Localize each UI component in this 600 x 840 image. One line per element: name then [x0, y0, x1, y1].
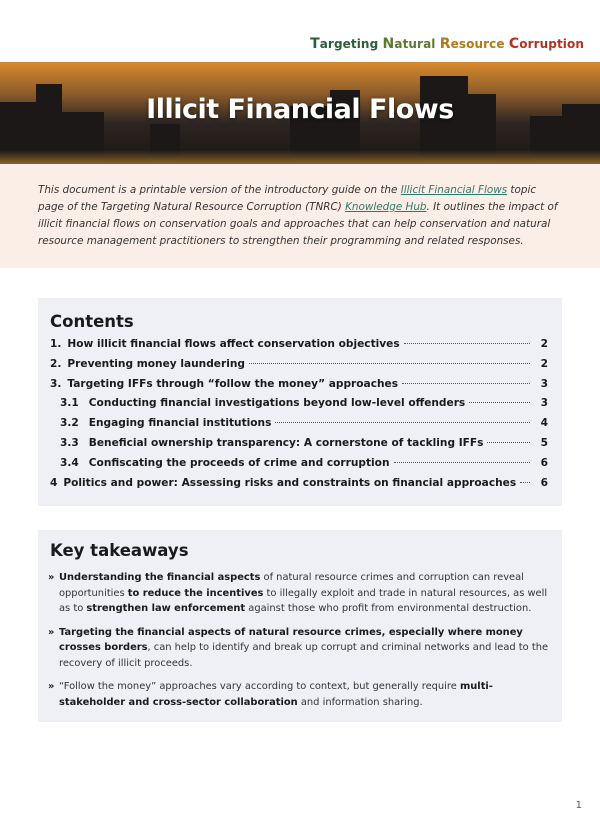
intro-section [0, 164, 600, 268]
takeaway-item: » Understanding the financial aspects of natural resource crimes and corruption can reveal opportunities to reduce the incentives to illegally exploit and trade in natural resources, as well as to strengthen law enforcement against those who profit from environmental destruction. [48, 572, 548, 614]
bullet-marker: » [48, 572, 55, 583]
toc-entry[interactable]: 4 Politics and power: Assessing risks and constraints on financial approaches 6 [50, 476, 548, 489]
table-of-contents [50, 338, 548, 496]
key-takeaways-panel [38, 530, 562, 722]
page-title: Illicit Financial Flows [146, 94, 454, 125]
hero-banner [0, 62, 600, 164]
intro-text: This document is a printable version of the introductory guide on the Illicit Financial Flows topic page of the Targeting Natural Resource Corruption (TNRC) Knowledge Hub. It outlines the impact of illicit financial flows on conservation goals and approaches that can help conservation and natural resource management practitioners to strengthen their programming and related responses. [38, 184, 558, 247]
takeaway-item: » Targeting the financial aspects of natural resource crimes, especially where money crosses borders, can help to identify and break up corrupt and criminal networks and lead to the recovery of illicit proceeds. [48, 626, 549, 669]
toc-entry[interactable]: 2. Preventing money laundering 2 [50, 357, 548, 370]
toc-entry[interactable]: 3. Targeting IFFs through “follow the money” approaches 3 [50, 377, 548, 390]
toc-entry[interactable]: 3.3 Beneficial ownership transparency: A cornerstone of tackling IFFs 5 [60, 436, 548, 449]
bullet-marker: » [48, 626, 55, 638]
takeaway-item: » “Follow the money” approaches vary according to context, but generally require multi-stakeholder and cross-sector collaboration and information sharing. [48, 681, 493, 708]
key-takeaways-heading: Key takeaways [50, 541, 189, 560]
contents-panel [38, 298, 562, 506]
knowledge-hub-link[interactable]: Knowledge Hub [345, 201, 427, 213]
takeaways-list [48, 570, 550, 718]
contents-heading: Contents [50, 312, 134, 331]
toc-entry[interactable]: 3.4 Confiscating the proceeds of crime and corruption 6 [60, 456, 548, 469]
toc-entry[interactable]: 1. How illicit financial flows affect conservation objectives 2 [50, 338, 548, 350]
bullet-marker: » [48, 681, 55, 692]
toc-entry[interactable]: 3.2 Engaging financial institutions 4 [60, 417, 548, 430]
illicit-financial-flows-link[interactable]: Illicit Financial Flows [400, 184, 508, 196]
toc-entry[interactable]: 3.1 Conducting financial investigations beyond low-level offenders 3 [60, 397, 548, 410]
brand-logo: Targeting Natural Resource Corruption [310, 36, 584, 52]
page-number: 1 [575, 800, 582, 811]
